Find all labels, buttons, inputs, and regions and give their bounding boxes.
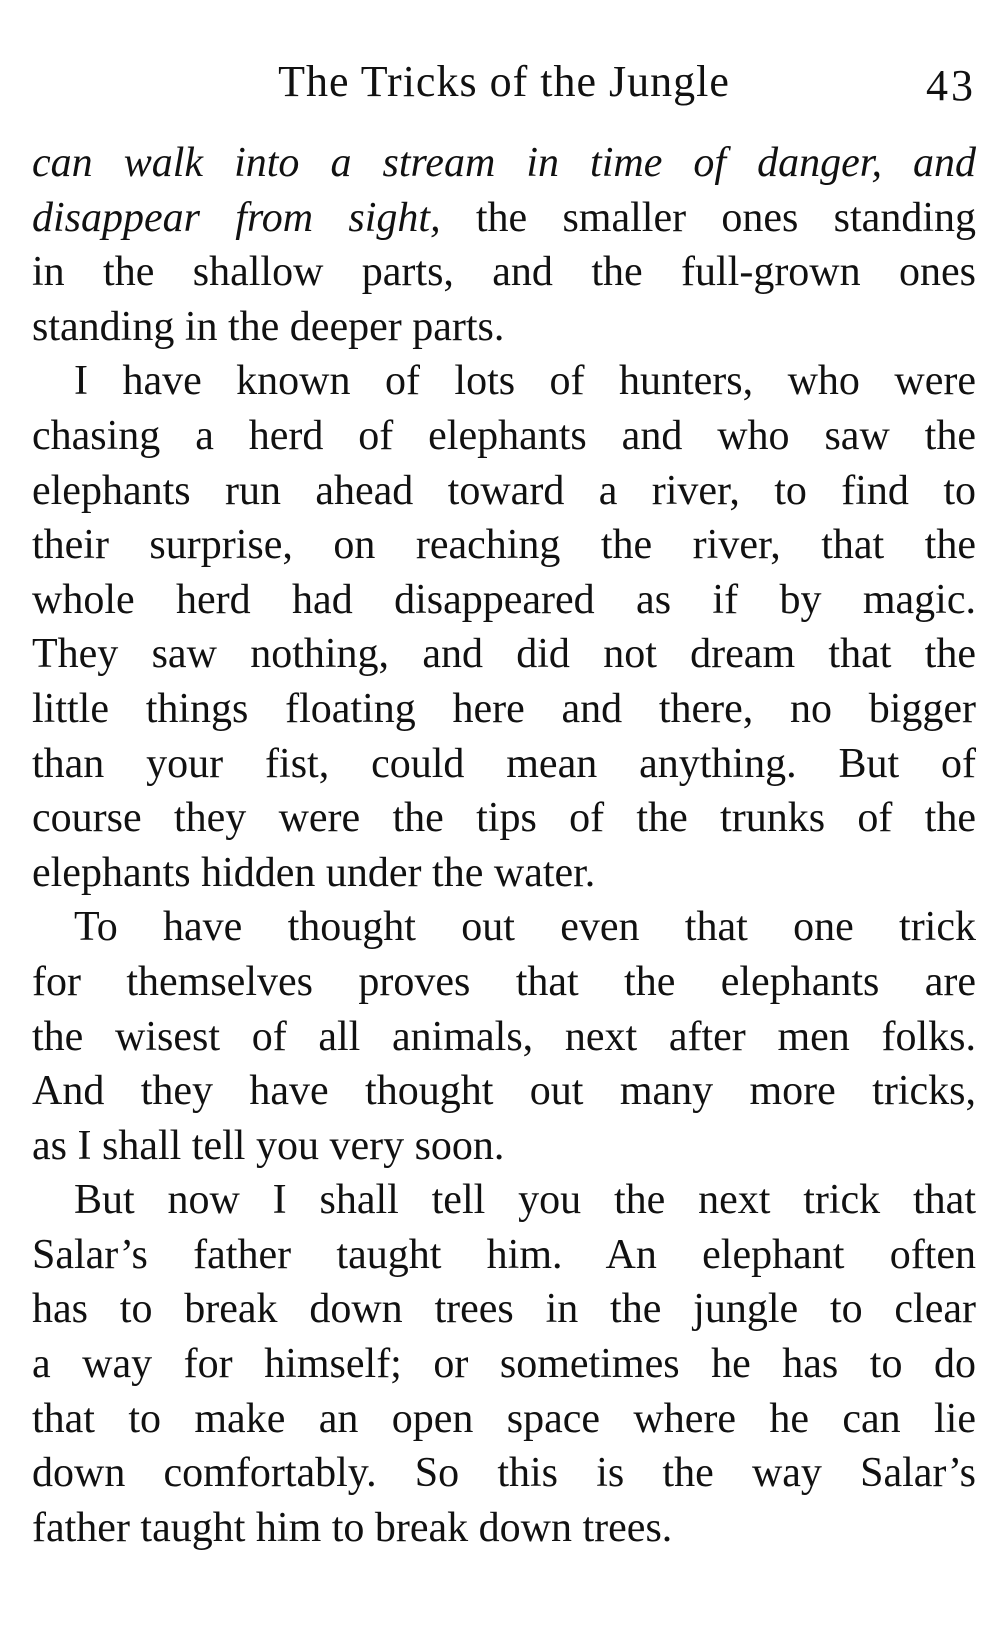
text-line: as I shall tell you very soon. — [32, 1122, 505, 1169]
text-line: elephants hidden under the water. — [32, 849, 596, 896]
text-line: than your fist, could mean anything. But of — [32, 740, 976, 787]
text-line: the wisest of all animals, next after men folks. — [32, 1013, 976, 1060]
text-line: for themselves proves that the elephants are — [32, 958, 976, 1005]
text-line: course they were the tips of the trunks of the — [32, 795, 976, 842]
text-line: To have thought out even that one trick — [74, 904, 976, 951]
italic-text: can walk into a stream in time of danger, and — [32, 140, 976, 186]
text-line: their surprise, on reaching the river, that the — [32, 522, 976, 569]
text-line: father taught him to break down trees. — [32, 1504, 673, 1551]
running-title: The Tricks of the Jungle — [278, 57, 730, 106]
text-line: little things floating here and there, no bigger — [32, 685, 976, 732]
text-line — [32, 136, 976, 191]
text-line: And they have thought out many more tricks, — [32, 1068, 976, 1115]
text-segment: the smaller ones standing — [440, 194, 976, 241]
text-line: elephants run ahead toward a river, to find to — [32, 467, 976, 514]
text-line: standing in the deeper parts. — [32, 303, 505, 350]
text-line: They saw nothing, and did not dream that the — [32, 631, 976, 678]
running-head — [32, 52, 976, 112]
text-line: chasing a herd of elephants and who saw the — [32, 412, 976, 459]
body-text — [32, 136, 976, 1555]
text-line: I have known of lots of hunters, who were — [74, 358, 976, 405]
text-line: Salar’s father taught him. An elephant often — [32, 1231, 976, 1278]
text-line: whole herd had disappeared as if by magic. — [32, 576, 976, 623]
text-line: But now I shall tell you the next trick that — [74, 1177, 976, 1224]
italic-text: disappear from sight, — [32, 194, 441, 241]
page-number: 43 — [926, 61, 976, 110]
text-line: has to break down trees in the jungle to clear — [32, 1286, 976, 1333]
text-line: that to make an open space where he can lie — [32, 1395, 976, 1442]
text-line: a way for himself; or sometimes he has to do — [32, 1341, 976, 1388]
text-line — [32, 191, 976, 246]
text-line: down comfortably. So this is the way Salar’s — [32, 1450, 976, 1497]
text-line: in the shallow parts, and the full-grown ones — [32, 249, 976, 296]
